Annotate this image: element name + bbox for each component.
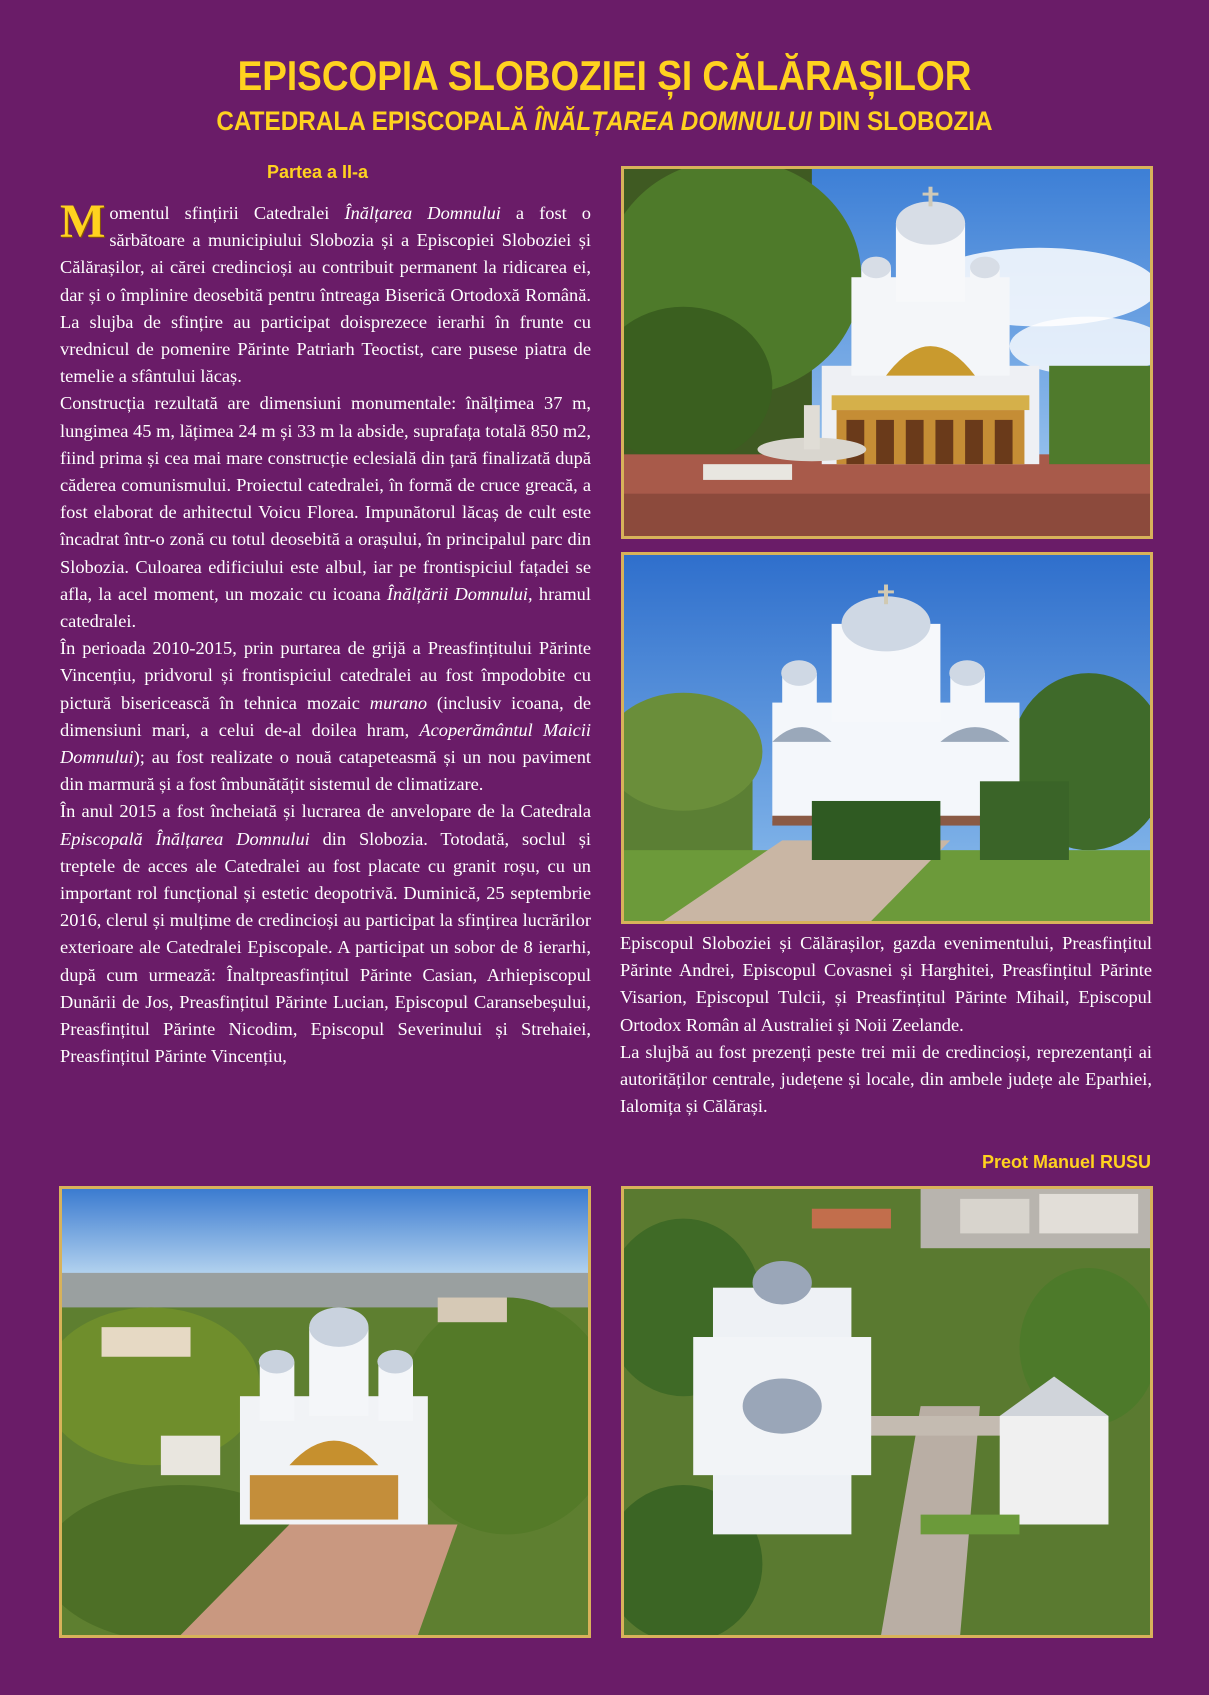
cathedral-aerial-photo-1 xyxy=(59,1186,591,1638)
subtitle-part-b: ÎNĂLȚAREA DOMNULUI xyxy=(534,106,812,136)
article-column-right xyxy=(620,930,1152,1142)
paragraph-3 xyxy=(60,635,591,798)
text-run: În anul 2015 a fost încheiată și lucrarea de anvelopare de la Catedrala xyxy=(60,801,591,822)
page-title: EPISCOPIA SLOBOZIEI ȘI CĂLĂRAȘILOR xyxy=(237,52,972,99)
text-run: În perioada 2010-2015, prin purtarea de grijă a Preasfințitului Părinte Vincențiu, pridvorul și frontispiciul catedralei au fost împodobite cu pictură bisericească în tehnica mozaic xyxy=(60,638,591,713)
paragraph-6: La slujbă au fost prezenți peste trei mii de credincioși, reprezentanți ai autorităților centrale, județene și locale, din ambele județe ale Eparhiei, Ialomița și Călărași. xyxy=(620,1041,1152,1117)
text-run: ); au fost realizate o nouă catapeteasmă și un nou paviment din marmură și a fost îmbunătățit sistemul de climatizare. xyxy=(60,747,591,795)
text-run: din Slobozia. Totodată, soclul și treptele de acces ale Catedralei au fost placate cu granit roșu, cu un important rol funcțional și estetic deopotrivă. Duminică, 25 septembrie 2016, clerul și mulțime de credincioși au participat la sfințirea lucrărilor exterioare ale Catedralei Episcopale. A participat un sobor de 8 ierarhi, după cum urmează: Înaltpreasfințitul Părinte Casian, Arhiepiscopul Dunării de Jos, Preasfințitul Părinte Lucian, Episcopul Caransebeșului, Preasfințitul Părinte Nicodim, Episcopul Severinului și Strehaiei, Preasfințitul Părinte Vincențiu, xyxy=(60,828,591,1067)
text-run: , hramul catedralei. xyxy=(60,583,591,632)
text-run-italic: murano xyxy=(369,692,428,713)
text-run: Construcția rezultată are dimensiuni monumentale: înălțimea 37 m, lungimea 45 m, lățimea 24 m și 33 m la abside, suprafața totală 850 m2, fiind prima și cea mai mare construcție eclesială din țară finalizată după căderea comunismului. Proiectul catedralei, în formă de cruce greacă, a fost elaborat de arhitectul Voicu Florea. Impunătorul lăcaș de cult este încadrat într-o zonă cu totul deosebită a orașului, în principalul parc din Slobozia. Culoarea edificiului este albul, iar pe frontispiciul fațadei se afla, la acel moment, un mozaic cu icoana xyxy=(60,393,591,604)
cathedral-front-photo xyxy=(621,166,1153,539)
subtitle-part-c: DIN SLOBOZIA xyxy=(811,106,993,136)
paragraph-5: Episcopul Sloboziei și Călărașilor, gazda evenimentului, Preasfințitul Părinte Andrei, Episcopul Covasnei și Harghitei, Preasfințitul Părinte Visarion, Episcopul Tulcii, și Preasfințitul Părinte Mihail, Episcopul Ortodox Român al Australiei și Noii Zeelande. xyxy=(620,933,1152,1035)
paragraph-4 xyxy=(60,798,591,1070)
text-run: a fost o sărbătoare a municipiului Slobozia și a Episcopiei Sloboziei și Călărașilor, ai cărei credincioși au contribuit permanent la ridicarea ei, dar și o împlinire deosebită pentru întreaga Biserică Ortodoxă Română. La slujba de sfințire au participat doisprezece ierarhi în frunte cu vrednicul de pomenire Părinte Patriarh Teoctist, care pusese piatra de temelie a sfântului lăcaș. xyxy=(60,203,591,387)
text-run: (inclusiv icoana, de dimensiuni mari, a celui de-al doilea hram, xyxy=(60,692,591,740)
subtitle-part-a: CATEDRALA EPISCOPALĂ xyxy=(216,106,535,136)
article-column-left xyxy=(60,200,591,1170)
paragraph-1 xyxy=(60,200,591,390)
text-run-italic: Înălțarea Domnului xyxy=(344,203,501,223)
page-subtitle xyxy=(60,106,1148,137)
part-label: Partea a II-a xyxy=(267,162,369,182)
drop-cap: M xyxy=(60,200,106,248)
text-run-italic: Episcopală Înălțarea Domnului xyxy=(60,828,310,849)
text-run: omentul sfințirii Catedralei xyxy=(109,203,345,223)
cathedral-side-photo xyxy=(621,552,1153,924)
text-run-italic: Acoperământul Maicii Domnului xyxy=(60,719,591,768)
author-signature: Preot Manuel RUSU xyxy=(981,1152,1151,1172)
cathedral-aerial-photo-2 xyxy=(621,1186,1153,1638)
text-run-italic: Înălțării Domnului xyxy=(386,583,529,604)
paragraph-2 xyxy=(60,390,591,635)
